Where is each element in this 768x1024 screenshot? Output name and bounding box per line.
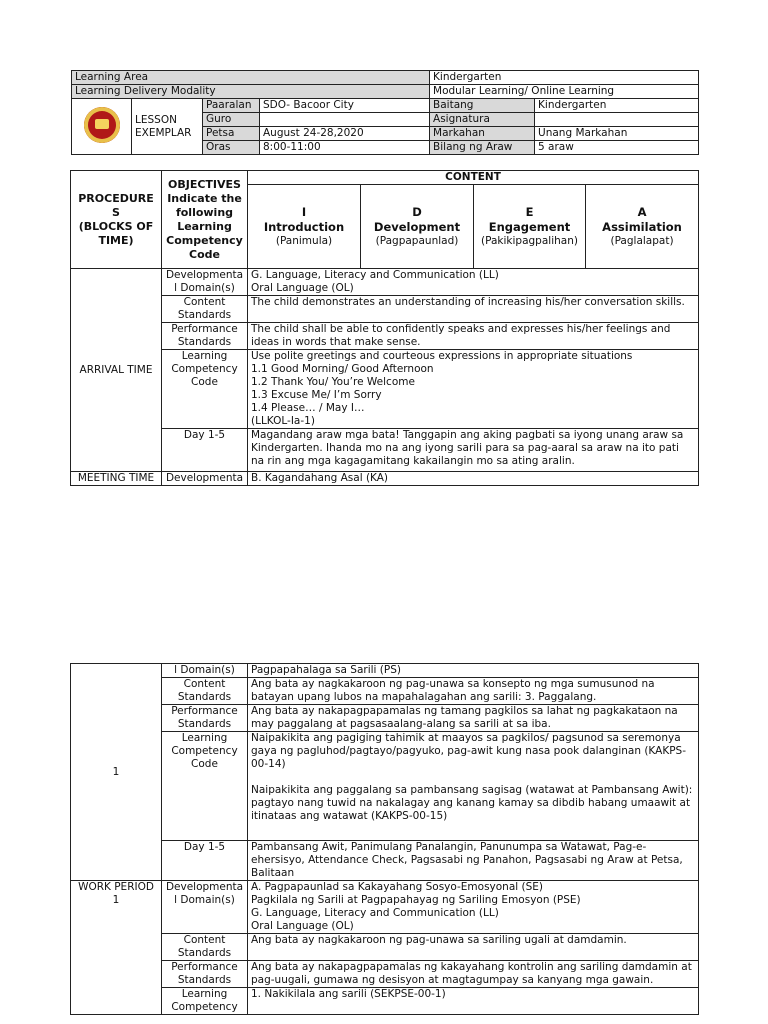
phase-native: (Pagpapaunlad): [375, 235, 459, 247]
arrival-perf-label: Performance Standards: [162, 323, 248, 350]
baitang-value: Kindergarten: [535, 99, 699, 113]
meeting-comp-label: Learning Competency Code: [162, 732, 248, 841]
meeting-dev-label: Developmenta: [162, 472, 248, 486]
logo-cell: [72, 99, 132, 155]
work-perf-label: Performance Standards: [162, 961, 248, 988]
work-perf-value: Ang bata ay nakapagpapamalas ng kakayahang kontrolin ang sariling damdamin at pag-uugali, gumawa ng desisyon at magtagumpay sa kanyang mga gawain.: [248, 961, 699, 988]
phase-native: (Panimula): [275, 235, 333, 247]
meeting-comp-value: Naipakikita ang pagiging tahimik at maayos sa pagkilos/ pagsunod sa seremonya gaya ng pagluhod/pagtayo/pagyuko, pag-awit kung nasa pook dalanginan (KAKPS-00-14) Naipakikita ang paggalang sa pambansang sagisag (watawat at Pambansang Awit): pagtayo nang tuwid na nakalagay ang kanang kamay sa dibdib habang umaawit at itinataas ang watawat (KAKPS-00-15): [248, 732, 699, 841]
phase-introduction: [248, 185, 361, 269]
asignatura-value: [535, 113, 699, 127]
phase-name: Engagement: [488, 220, 571, 234]
school-seal-icon: [84, 107, 120, 143]
phase-assimilation: [586, 185, 699, 269]
phase-letter: D: [412, 205, 422, 219]
arrival-comp-value: Use polite greetings and courteous expressions in appropriate situations 1.1 Good Morning/ Good Afternoon 1.2 Thank You/ You’re Welcome 1.3 Excuse Me/ I’m Sorry 1.4 Please… / May I… (LLKOL-Ia-1): [248, 350, 699, 429]
learning-area-value: Kindergarten: [430, 71, 699, 85]
work-content-value: Ang bata ay nagkakaroon ng pag-unawa sa sariling ugali at damdamin.: [248, 934, 699, 961]
phase-native: (Pakikipagpalihan): [481, 235, 578, 247]
meeting-time-label: MEETING TIME: [71, 472, 162, 486]
procedures-header: PROCEDURE S (BLOCKS OF TIME): [71, 171, 162, 269]
work-comp-label: Learning Competency: [162, 988, 248, 1015]
work-comp-value: 1. Nakikilala ang sarili (SEKPSE-00-1): [248, 988, 699, 1015]
petsa-label: Petsa: [203, 127, 260, 141]
phase-letter: A: [637, 205, 647, 219]
meeting-time-cont-label: 1: [71, 664, 162, 881]
meeting-dev-value-cont: Pagpapahalaga sa Sarili (PS): [248, 664, 699, 678]
phase-letter: I: [301, 205, 307, 219]
paaralan-value: SDO- Bacoor City: [260, 99, 430, 113]
phase-development: [361, 185, 474, 269]
phase-engagement: [474, 185, 586, 269]
guro-value: [260, 113, 430, 127]
petsa-value: August 24-28,2020: [260, 127, 430, 141]
work-dev-label: Developmenta l Domain(s): [162, 881, 248, 934]
meeting-dev-label-cont: l Domain(s): [162, 664, 248, 678]
arrival-day-value: Magandang araw mga bata! Tanggapin ang aking pagbati sa iyong unang araw sa Kindergarten. Ihanda mo na ang iyong sarili para sa pag-aaral sa araw na ito pati na rin ang mga kagagamitang kakailangin mo sa ating aralin.: [248, 429, 699, 472]
work-period-label: WORK PERIOD 1: [71, 881, 162, 1015]
phase-name: Introduction: [263, 220, 345, 234]
arrival-comp-label: Learning Competency Code: [162, 350, 248, 429]
content-header: CONTENT: [248, 171, 699, 185]
asignatura-label: Asignatura: [430, 113, 535, 127]
meeting-day-label: Day 1-5: [162, 841, 248, 881]
work-content-label: Content Standards: [162, 934, 248, 961]
oras-value: 8:00-11:00: [260, 141, 430, 155]
procedure-table-continued: [70, 663, 699, 1015]
modality-value: Modular Learning/ Online Learning: [430, 85, 699, 99]
meeting-day-value: Pambansang Awit, Panimulang Panalangin, Panunumpa sa Watawat, Pag-e-ehersisyo, Attendance Check, Pagsasabi ng Panahon, Pagsasabi ng Araw at Petsa, Balitaan: [248, 841, 699, 881]
arrival-content-label: Content Standards: [162, 296, 248, 323]
arrival-dev-label: Developmenta l Domain(s): [162, 269, 248, 296]
meeting-perf-value: Ang bata ay nakapagpapamalas ng tamang pagkilos sa lahat ng pagkakataon na may paggalang at pagsasaalang-alang sa sarili at sa iba.: [248, 705, 699, 732]
arrival-time-label: ARRIVAL TIME: [71, 269, 162, 472]
arrival-perf-value: The child shall be able to confidently speaks and expresses his/her feelings and ideas in words that make sense.: [248, 323, 699, 350]
paaralan-label: Paaralan: [203, 99, 260, 113]
phase-native: (Paglalapat): [610, 235, 674, 247]
bilang-label: Bilang ng Araw: [430, 141, 535, 155]
meeting-perf-label: Performance Standards: [162, 705, 248, 732]
phase-name: Development: [373, 220, 461, 234]
work-dev-value: A. Pagpapaunlad sa Kakayahang Sosyo-Emosyonal (SE) Pagkilala ng Sarili at Pagpapahayag ng Sariling Emosyon (PSE) G. Language, Literacy and Communication (LL) Oral Language (OL): [248, 881, 699, 934]
phase-letter: E: [525, 205, 534, 219]
arrival-day-label: Day 1-5: [162, 429, 248, 472]
baitang-label: Baitang: [430, 99, 535, 113]
meeting-content-label: Content Standards: [162, 678, 248, 705]
arrival-content-value: The child demonstrates an understanding of increasing his/her conversation skills.: [248, 296, 699, 323]
objectives-header: OBJECTIVES Indicate the following Learning Competency Code: [162, 171, 248, 269]
oras-label: Oras: [203, 141, 260, 155]
learning-area-label: Learning Area: [72, 71, 430, 85]
lesson-exemplar-title: LESSON EXEMPLAR: [132, 99, 203, 155]
modality-label: Learning Delivery Modality: [72, 85, 430, 99]
procedure-table: [70, 170, 699, 486]
bilang-value: 5 araw: [535, 141, 699, 155]
guro-label: Guro: [203, 113, 260, 127]
markahan-value: Unang Markahan: [535, 127, 699, 141]
meeting-content-value: Ang bata ay nagkakaroon ng pag-unawa sa konsepto ng mga sumusunod na batayan upang lubos na mapahalagahan ang sarili: 3. Paggalang.: [248, 678, 699, 705]
phase-name: Assimilation: [602, 220, 682, 234]
meeting-dev-value: B. Kagandahang Asal (KA): [248, 472, 699, 486]
arrival-dev-value: G. Language, Literacy and Communication (LL) Oral Language (OL): [248, 269, 699, 296]
lesson-header-table: [71, 70, 699, 155]
markahan-label: Markahan: [430, 127, 535, 141]
